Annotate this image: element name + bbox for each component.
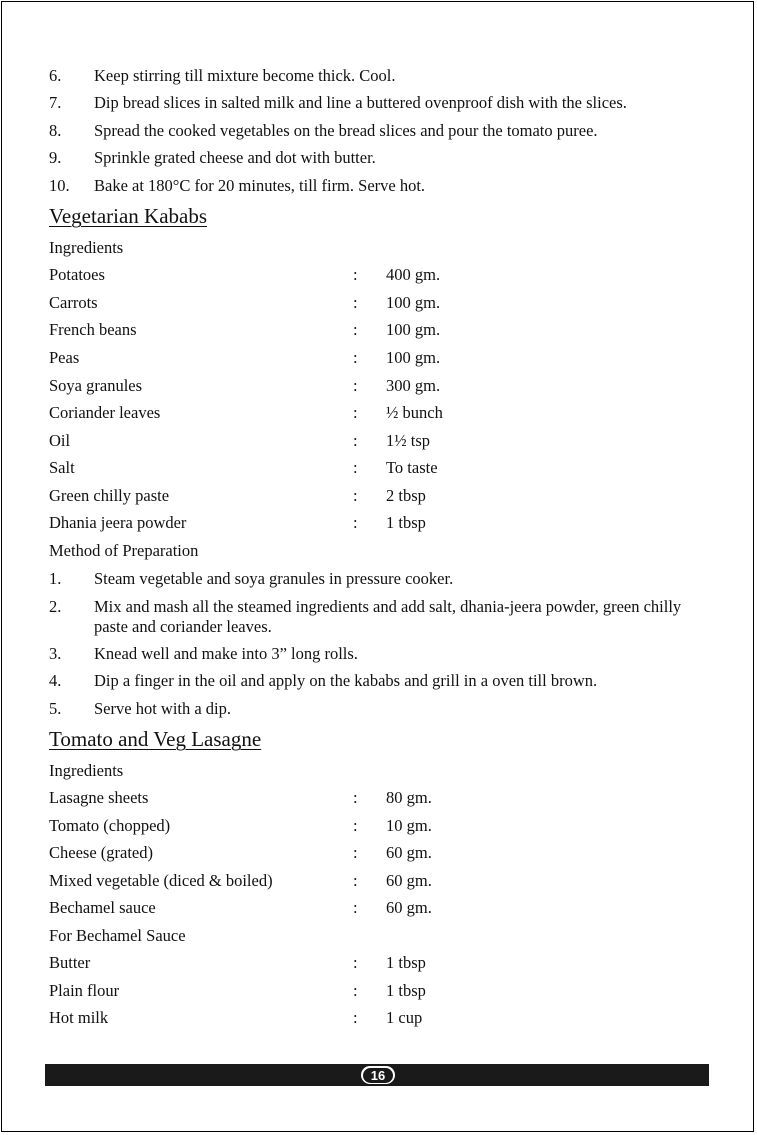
ingredient-name: Soya granules — [49, 376, 143, 395]
ingredient-colon: : — [353, 816, 358, 835]
ingredient-row — [2, 401, 753, 425]
ingredient-row — [2, 346, 753, 370]
step-10 — [2, 174, 753, 198]
ingredient-qty: 100 gm. — [386, 293, 441, 312]
ingredient-qty: 1 tbsp — [386, 981, 426, 1000]
ingredient-colon: : — [353, 293, 358, 312]
ingredient-colon: : — [353, 348, 358, 367]
method-step — [2, 567, 753, 591]
step-text: Mix and mash all the steamed ingredients and add salt, dhania-jeera powder, green chilly — [94, 597, 682, 616]
method-label: Method of Preparation — [49, 541, 199, 560]
ingredient-row — [2, 841, 753, 865]
ingredient-qty: 10 gm. — [386, 816, 432, 835]
ingredient-row — [2, 1006, 753, 1030]
ingredient-colon: : — [353, 843, 358, 862]
ingredient-name: Peas — [49, 348, 80, 367]
step-text: Dip bread slices in salted milk and line a buttered ovenproof dish with the slices. — [94, 93, 627, 112]
recipe-title-lasagne: Tomato and Veg Lasagne — [49, 727, 262, 751]
step-number: 10. — [49, 176, 70, 195]
ingredient-colon: : — [353, 376, 358, 395]
ingredient-name: Cheese (grated) — [49, 843, 153, 862]
ingredient-row — [2, 291, 753, 315]
step-number: 8. — [49, 121, 62, 140]
method-step-continuation — [2, 615, 753, 639]
step-text: paste and coriander leaves. — [94, 617, 272, 636]
ingredient-qty: 1 tbsp — [386, 513, 426, 532]
sauce-label: For Bechamel Sauce — [49, 926, 186, 945]
ingredients-label: Ingredients — [49, 761, 124, 780]
step-text: Spread the cooked vegetables on the bread slices and pour the tomato puree. — [94, 121, 598, 140]
step-text: Steam vegetable and soya granules in pressure cooker. — [94, 569, 454, 588]
step-text: Serve hot with a dip. — [94, 699, 232, 718]
ingredient-name: Hot milk — [49, 1008, 109, 1027]
ingredient-name: Mixed vegetable (diced & boiled) — [49, 871, 273, 890]
step-text: Keep stirring till mixture become thick. Cool. — [94, 66, 396, 85]
page-number: 16 — [363, 1068, 393, 1083]
ingredient-name: Bechamel sauce — [49, 898, 156, 917]
ingredient-qty: 60 gm. — [386, 898, 432, 917]
step-number: 7. — [49, 93, 62, 112]
step-number: 3. — [49, 644, 62, 663]
step-8 — [2, 119, 753, 143]
ingredient-colon: : — [353, 320, 358, 339]
ingredient-qty: 1 tbsp — [386, 953, 426, 972]
ingredient-qty: To taste — [386, 458, 438, 477]
ingredient-colon: : — [353, 265, 358, 284]
ingredient-row — [2, 786, 753, 810]
method-step — [2, 697, 753, 721]
ingredient-row — [2, 896, 753, 920]
ingredient-colon: : — [353, 953, 358, 972]
ingredient-name: Dhania jeera powder — [49, 513, 187, 532]
step-7 — [2, 91, 753, 115]
ingredient-row — [2, 456, 753, 480]
ingredient-qty: 100 gm. — [386, 348, 441, 367]
method-step — [2, 642, 753, 666]
ingredient-colon: : — [353, 788, 358, 807]
ingredient-row — [2, 869, 753, 893]
ingredient-name: Potatoes — [49, 265, 105, 284]
ingredient-qty: 400 gm. — [386, 265, 441, 284]
ingredient-qty: 60 gm. — [386, 843, 432, 862]
ingredient-colon: : — [353, 513, 358, 532]
ingredient-colon: : — [353, 486, 358, 505]
step-text: Sprinkle grated cheese and dot with butter. — [94, 148, 376, 167]
step-text: Dip a finger in the oil and apply on the kababs and grill in a oven till brown. — [94, 671, 598, 690]
ingredient-colon: : — [353, 898, 358, 917]
ingredient-name: French beans — [49, 320, 137, 339]
ingredient-colon: : — [353, 458, 358, 477]
step-number: 1. — [49, 569, 62, 588]
ingredient-colon: : — [353, 403, 358, 422]
ingredient-qty: 60 gm. — [386, 871, 432, 890]
ingredient-name: Lasagne sheets — [49, 788, 149, 807]
step-text: Knead well and make into 3” long rolls. — [94, 644, 358, 663]
ingredients-label: Ingredients — [49, 238, 124, 257]
document-page — [1, 1, 754, 1132]
ingredient-row — [2, 429, 753, 453]
ingredient-qty: 1½ tsp — [386, 431, 431, 450]
ingredient-row — [2, 951, 753, 975]
ingredient-name: Butter — [49, 953, 91, 972]
ingredient-name: Plain flour — [49, 981, 120, 1000]
ingredient-name: Green chilly paste — [49, 486, 170, 505]
step-6 — [2, 64, 753, 88]
ingredient-row — [2, 979, 753, 1003]
step-number: 2. — [49, 597, 62, 616]
ingredient-qty: 80 gm. — [386, 788, 432, 807]
ingredient-qty: 2 tbsp — [386, 486, 426, 505]
ingredient-name: Tomato (chopped) — [49, 816, 171, 835]
ingredient-qty: 100 gm. — [386, 320, 441, 339]
step-number: 9. — [49, 148, 62, 167]
page-number-badge — [361, 1066, 395, 1084]
ingredient-name: Oil — [49, 431, 71, 450]
step-number: 4. — [49, 671, 62, 690]
ingredient-row — [2, 318, 753, 342]
step-number: 6. — [49, 66, 62, 85]
ingredient-colon: : — [353, 871, 358, 890]
ingredient-row — [2, 511, 753, 535]
step-text: Bake at 180°C for 20 minutes, till firm. Serve hot. — [94, 176, 426, 195]
ingredient-qty: ½ bunch — [386, 403, 443, 422]
ingredient-row — [2, 263, 753, 287]
ingredient-colon: : — [353, 1008, 358, 1027]
method-step — [2, 669, 753, 693]
ingredient-row — [2, 374, 753, 398]
ingredient-colon: : — [353, 981, 358, 1000]
recipe-title-kababs: Vegetarian Kababs — [49, 204, 208, 228]
ingredient-qty: 1 cup — [386, 1008, 423, 1027]
ingredient-colon: : — [353, 431, 358, 450]
ingredient-name: Carrots — [49, 293, 98, 312]
ingredient-qty: 300 gm. — [386, 376, 441, 395]
ingredient-name: Salt — [49, 458, 75, 477]
ingredient-name: Coriander leaves — [49, 403, 161, 422]
ingredient-row — [2, 484, 753, 508]
step-number: 5. — [49, 699, 62, 718]
step-9 — [2, 146, 753, 170]
ingredient-row — [2, 814, 753, 838]
